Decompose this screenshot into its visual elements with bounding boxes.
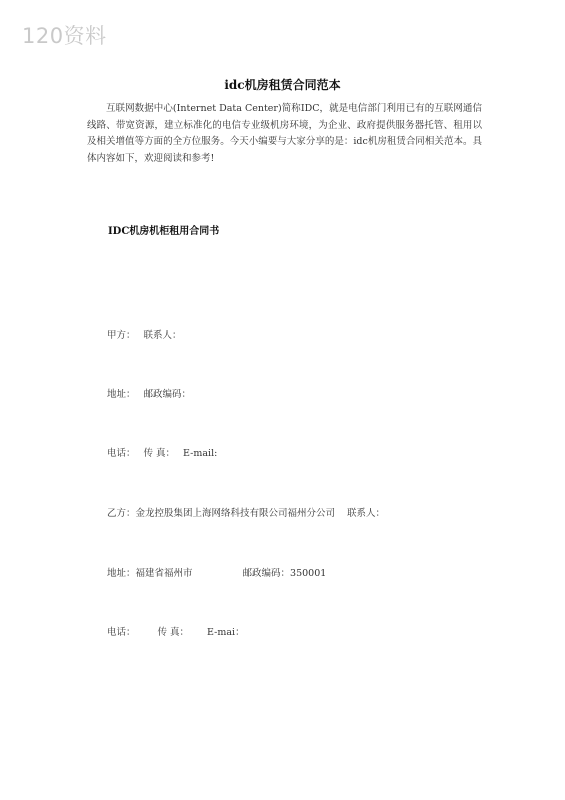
document-title: idc机房租赁合同范本	[224, 78, 341, 92]
party-a-phone-line	[107, 445, 217, 459]
party-a-phone-label: 电话：	[107, 448, 136, 459]
party-a-contact-label: 联系人：	[143, 330, 182, 341]
party-b-line	[107, 505, 385, 519]
party-b-name: 金龙控股集团上海网络科技有限公司福州分公司	[135, 508, 336, 519]
party-b-email-label: E-mai：	[207, 627, 245, 638]
party-b-contact-label: 联系人：	[347, 508, 386, 519]
party-a-email-label: E-mail:	[183, 448, 218, 459]
party-a-address-label: 地址：	[107, 389, 136, 400]
party-b-postcode-label: 邮政编码：	[242, 568, 291, 579]
party-b-phone-label: 电话：	[107, 627, 136, 638]
party-a-label: 甲方：	[107, 330, 136, 341]
party-b-label: 乙方：	[107, 508, 136, 519]
contract-title: IDC机房机柜租用合同书	[108, 226, 220, 237]
party-b-postcode-value: 350001	[290, 568, 327, 579]
watermark-logo: 120资料	[22, 24, 107, 48]
party-a-postcode-label: 邮政编码：	[143, 389, 192, 400]
party-b-address-label: 地址：	[107, 568, 136, 579]
intro-paragraph: 互联网数据中心(Internet Data Center)简称IDC，就是电信部门利用已有的互联网通信线路、带宽资源，建立标准化的电信专业级机房环境，为企业、政府提供服务器托管、租用以及相关增值等方面的全方位服务。今天小编要与大家分享的是：idc机房租赁合同相关范本。具体内容如下，欢迎阅读和参考!	[87, 103, 482, 164]
party-a-line	[107, 327, 182, 341]
party-b-address-value: 福建省福州市	[135, 568, 193, 579]
party-b-address-line	[107, 565, 326, 579]
party-a-address-line	[107, 386, 191, 400]
party-b-phone-line	[107, 624, 245, 638]
party-b-fax-label: 传 真：	[157, 627, 190, 638]
party-a-fax-label: 传 真：	[143, 448, 176, 459]
